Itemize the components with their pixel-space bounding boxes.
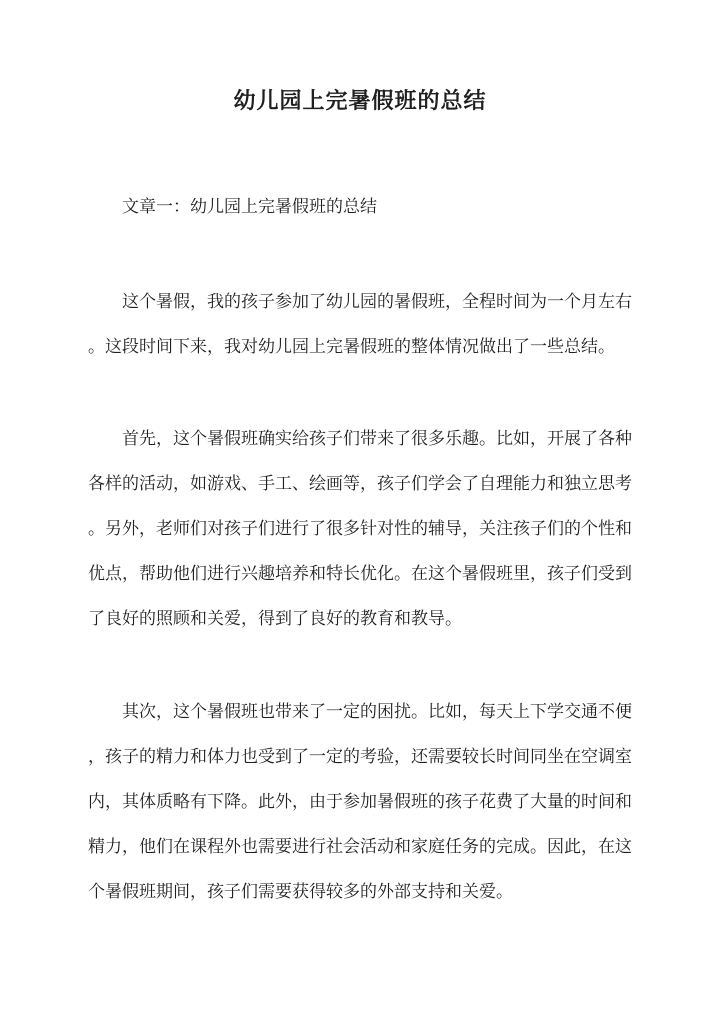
paragraph-line: 。这段时间下来，我对幼儿园上完暑假班的整体情况做出了一些总结。	[88, 337, 615, 357]
paragraph-line: ，孩子的精力和体力也受到了一定的考验，还需要较长时间同坐在空调室	[88, 747, 632, 767]
paragraph-line: 内，其体质略有下降。此外，由于参加暑假班的孩子花费了大量的时间和	[88, 792, 632, 812]
paragraph-line: 其次，这个暑假班也带来了一定的困扰。比如，每天上下学交通不便	[122, 702, 632, 722]
document-title: 幼儿园上完暑假班的总结	[233, 88, 487, 114]
paragraph-line: 这个暑假，我的孩子参加了幼儿园的暑假班，全程时间为一个月左右	[122, 292, 632, 312]
article-subtitle: 文章一：幼儿园上完暑假班的总结	[122, 197, 377, 217]
paragraph-line: 了良好的照顾和关爱，得到了良好的教育和教导。	[88, 609, 462, 629]
paragraph-line: 优点，帮助他们进行兴趣培养和特长优化。在这个暑假班里，孩子们受到	[88, 564, 632, 584]
paragraph-line: 精力，他们在课程外也需要进行社会活动和家庭任务的完成。因此，在这	[88, 837, 632, 857]
paragraph-line: 各样的活动，如游戏、手工、绘画等，孩子们学会了自理能力和独立思考	[88, 474, 632, 494]
paragraph-line: 个暑假班期间，孩子们需要获得较多的外部支持和关爱。	[88, 882, 513, 902]
paragraph-line: 首先，这个暑假班确实给孩子们带来了很多乐趣。比如，开展了各种	[122, 429, 632, 449]
paragraph-line: 。另外，老师们对孩子们进行了很多针对性的辅导，关注孩子们的个性和	[88, 519, 632, 539]
